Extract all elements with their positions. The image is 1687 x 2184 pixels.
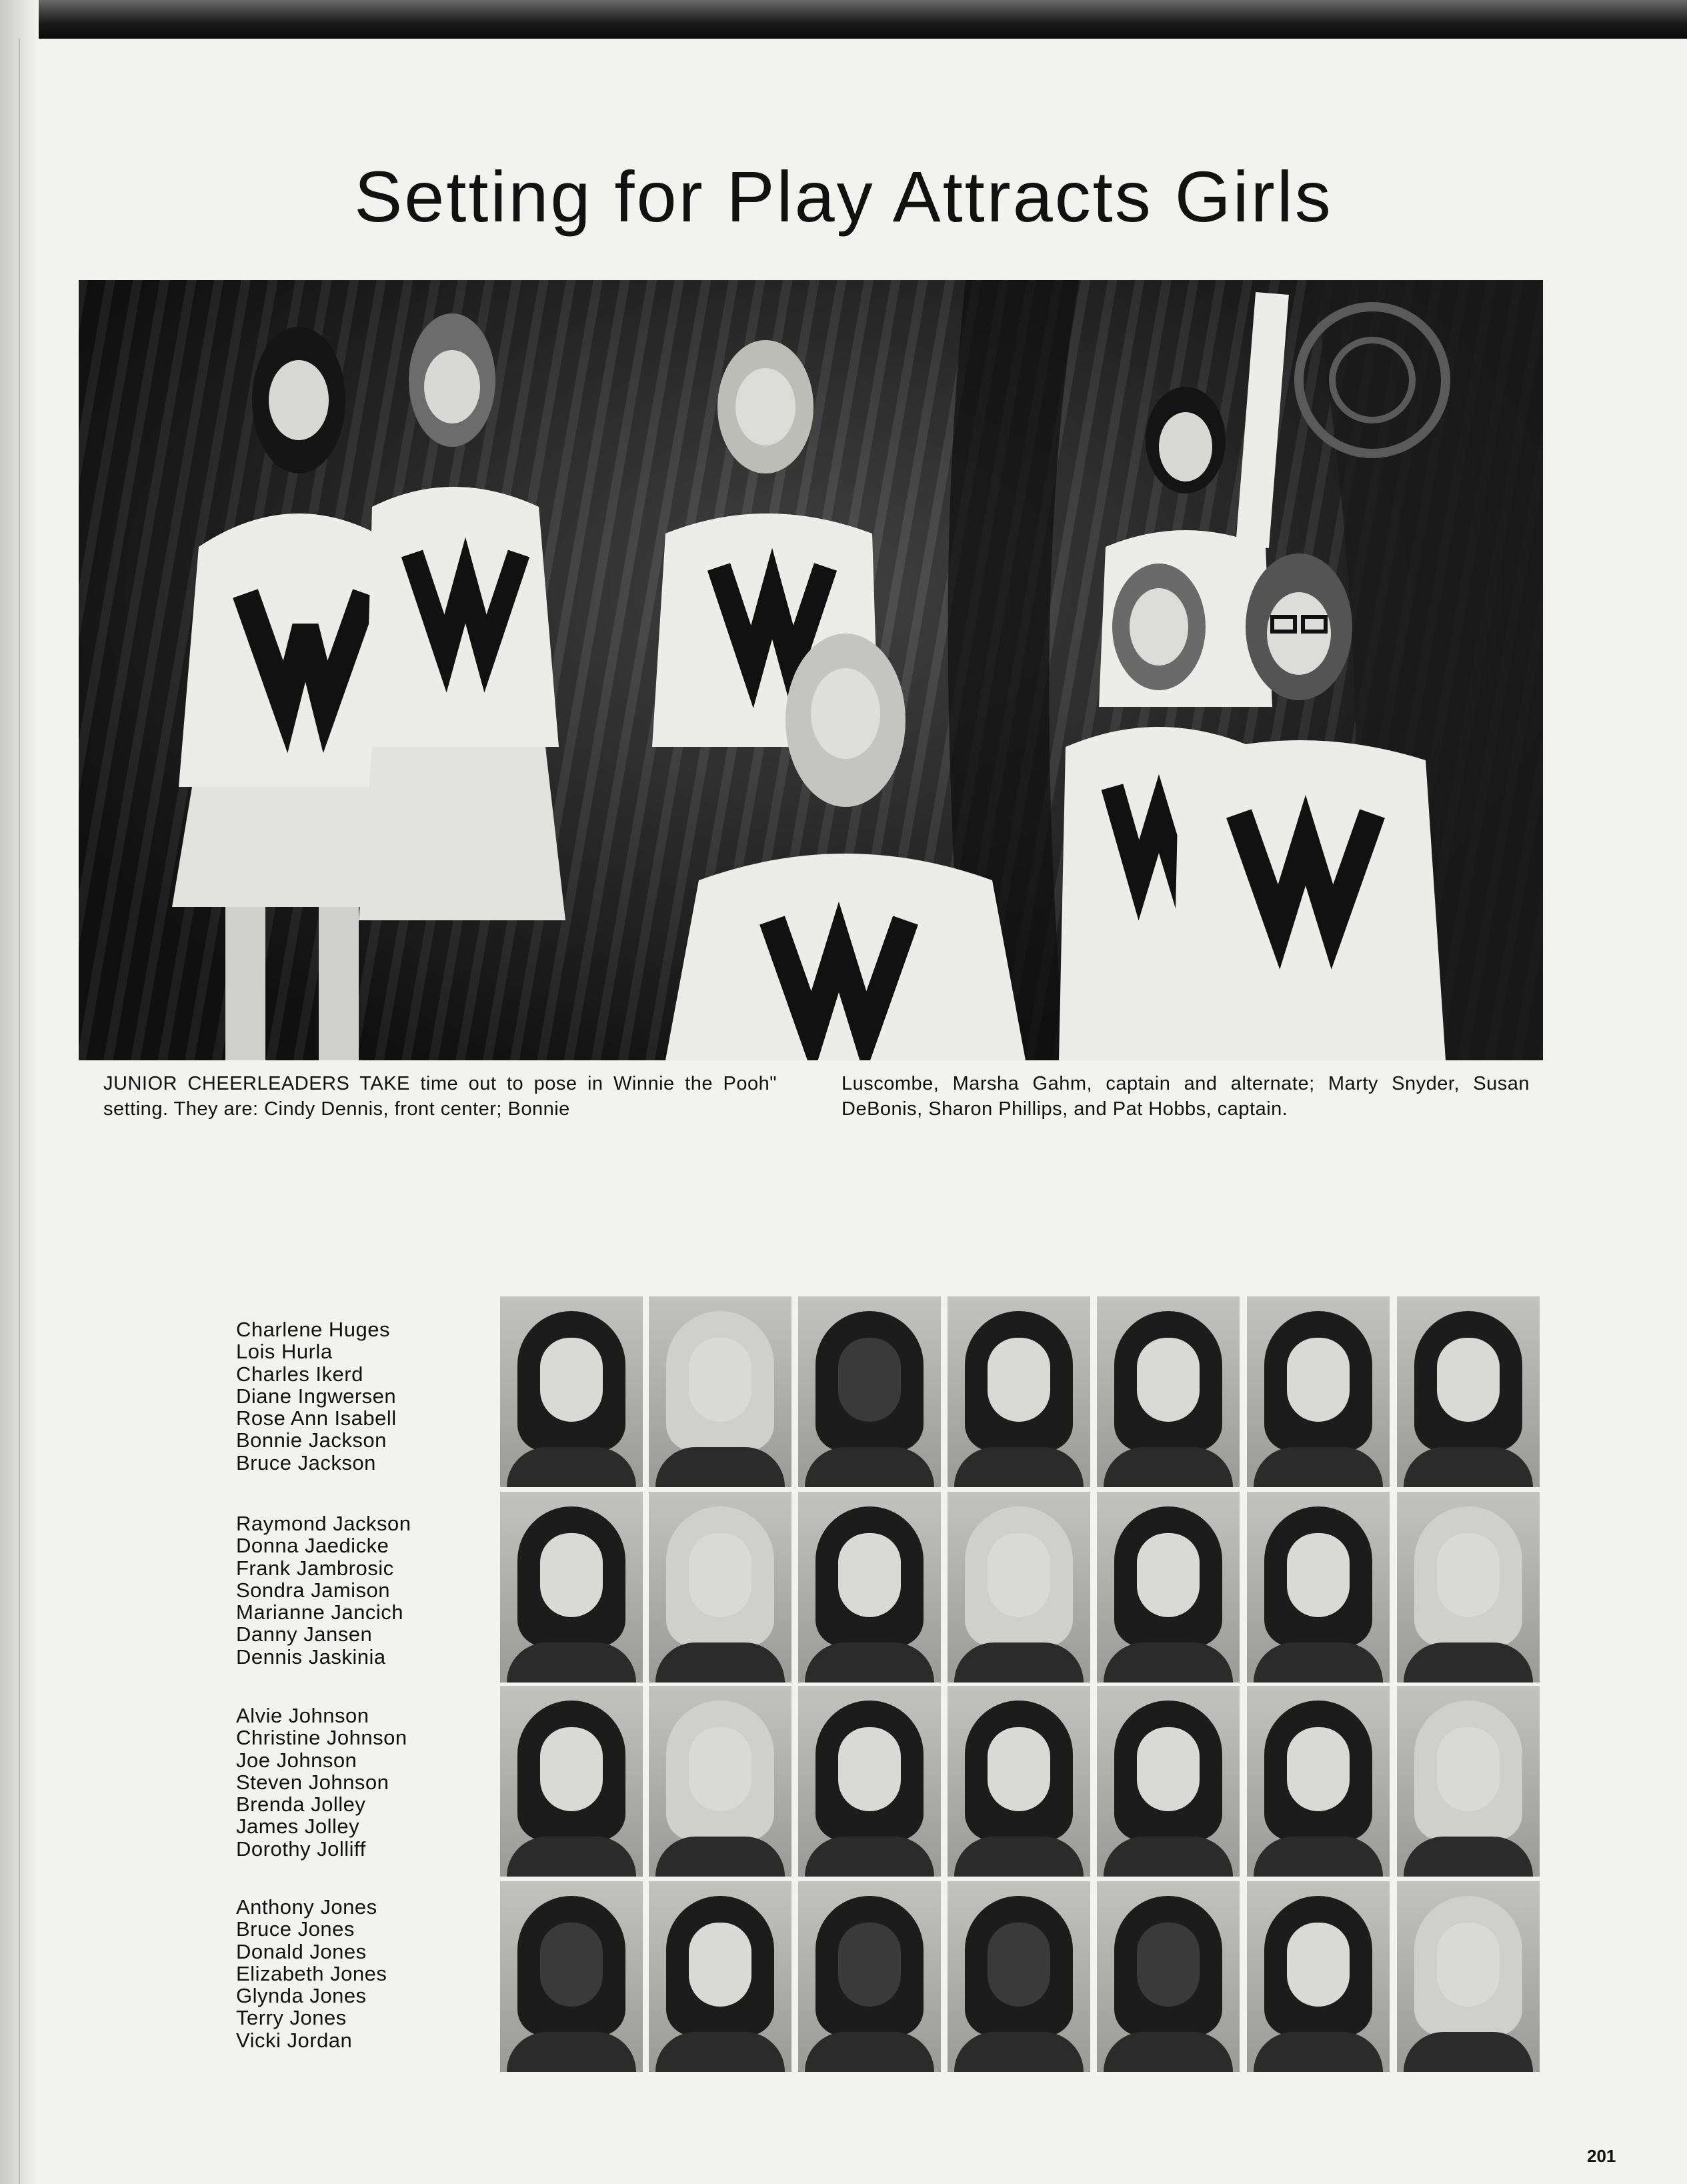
portrait-body <box>954 1447 1084 1487</box>
portrait-face <box>689 1923 751 2007</box>
student-name: Alvie Johnson <box>236 1704 369 1727</box>
portrait-body <box>954 2032 1084 2072</box>
spine-crease <box>19 39 20 2184</box>
portrait-face <box>988 1923 1050 2007</box>
portrait-body <box>507 2032 636 2072</box>
student-name: James Jolley <box>236 1815 360 1839</box>
student-portrait <box>1397 1492 1540 1683</box>
student-portrait <box>500 1881 643 2072</box>
student-portrait <box>649 1686 791 1877</box>
cheerleaders-illustration <box>79 280 1543 1060</box>
student-name: Dennis Jaskinia <box>236 1645 386 1669</box>
student-name: Brenda Jolley <box>236 1793 366 1817</box>
student-portrait <box>500 1492 643 1683</box>
student-name: Raymond Jackson <box>236 1512 411 1535</box>
portrait-face <box>1137 1727 1200 1811</box>
student-name: Donna Jaedicke <box>236 1534 389 1558</box>
portrait-body <box>805 1837 934 1877</box>
roster-names-row-2 <box>236 1512 411 1668</box>
portrait-face <box>838 1533 901 1617</box>
portrait-face <box>1137 1533 1200 1617</box>
student-portrait <box>500 1686 643 1877</box>
portrait-body <box>507 1837 636 1877</box>
portrait-body <box>507 1447 636 1487</box>
portrait-body <box>655 1643 785 1683</box>
portrait-face <box>540 1533 603 1617</box>
student-portrait <box>1397 1296 1540 1487</box>
portrait-face <box>1287 1338 1350 1422</box>
page-number: 201 <box>1587 2146 1616 2166</box>
portrait-face <box>838 1727 901 1811</box>
student-name: Charles Ikerd <box>236 1362 363 1386</box>
student-name: Glynda Jones <box>236 1984 367 2008</box>
portrait-body <box>1104 1447 1233 1487</box>
portrait-body <box>805 1643 934 1683</box>
portrait-face <box>540 1338 603 1422</box>
portrait-body <box>1404 2032 1533 2072</box>
portrait-body <box>805 1447 934 1487</box>
student-portrait <box>798 1686 941 1877</box>
student-name: Diane Ingwersen <box>236 1384 397 1408</box>
student-portrait <box>1247 1881 1390 2072</box>
portrait-face <box>1437 1533 1500 1617</box>
student-portrait <box>948 1686 1090 1877</box>
student-name: Christine Johnson <box>236 1726 407 1750</box>
student-name: Marianne Jancich <box>236 1600 403 1624</box>
portrait-face <box>838 1923 901 2007</box>
student-portrait <box>948 1492 1090 1683</box>
student-name: Vicki Jordan <box>236 2028 353 2052</box>
portrait-body <box>1404 1837 1533 1877</box>
book-spine-edge <box>0 0 39 2184</box>
portrait-face <box>689 1727 751 1811</box>
portrait-body <box>954 1643 1084 1683</box>
student-portrait <box>1397 1686 1540 1877</box>
student-portrait <box>1247 1296 1390 1487</box>
portrait-body <box>1104 2032 1233 2072</box>
portrait-body <box>655 2032 785 2072</box>
portrait-face <box>1137 1338 1200 1422</box>
portrait-body <box>1404 1643 1533 1683</box>
portrait-body <box>655 1447 785 1487</box>
scan-top-edge <box>0 0 1687 39</box>
portrait-body <box>655 1837 785 1877</box>
student-name: Frank Jambrosic <box>236 1556 394 1580</box>
portrait-face <box>988 1727 1050 1811</box>
portrait-body <box>954 1837 1084 1877</box>
student-portrait <box>798 1881 941 2072</box>
portrait-face <box>1437 1727 1500 1811</box>
student-portrait <box>1097 1881 1240 2072</box>
portrait-face <box>988 1338 1050 1422</box>
portrait-body <box>805 2032 934 2072</box>
portrait-face <box>540 1727 603 1811</box>
portrait-face <box>1287 1533 1350 1617</box>
student-portrait <box>798 1492 941 1683</box>
roster-names-row-4 <box>236 1896 387 2051</box>
roster-names-row-3 <box>236 1705 407 1860</box>
student-name: Donald Jones <box>236 1939 367 1963</box>
page-title: Setting for Play Attracts Girls <box>354 156 1333 237</box>
portrait-body <box>507 1643 636 1683</box>
student-name: Danny Jansen <box>236 1622 373 1647</box>
portrait-face <box>540 1923 603 2007</box>
roster-names-row-1 <box>236 1318 397 1474</box>
student-portrait <box>798 1296 941 1487</box>
portrait-face <box>838 1338 901 1422</box>
photo-caption-left: JUNIOR CHEERLEADERS TAKE time out to pose in Winnie the Pooh" setting. They are: Cindy Dennis, front center; Bonnie <box>103 1073 777 1120</box>
student-name: Anthony Jones <box>236 1895 377 1919</box>
portrait-face <box>689 1533 751 1617</box>
portrait-body <box>1254 1643 1383 1683</box>
student-name: Dorothy Jolliff <box>236 1837 366 1861</box>
portrait-body <box>1254 1447 1383 1487</box>
student-portrait <box>649 1881 791 2072</box>
portrait-face <box>1437 1923 1500 2007</box>
portrait-body <box>1404 1447 1533 1487</box>
student-portrait <box>1097 1686 1240 1877</box>
student-portrait <box>1097 1492 1240 1683</box>
portrait-face <box>1137 1923 1200 2007</box>
portrait-body <box>1104 1643 1233 1683</box>
student-name: Bruce Jackson <box>236 1450 376 1474</box>
student-portrait <box>1097 1296 1240 1487</box>
student-name: Sondra Jamison <box>236 1578 391 1602</box>
student-name: Terry Jones <box>236 2006 347 2030</box>
portrait-body <box>1254 1837 1383 1877</box>
portrait-face <box>988 1533 1050 1617</box>
student-portrait <box>948 1881 1090 2072</box>
student-portrait <box>1397 1881 1540 2072</box>
student-name: Steven Johnson <box>236 1770 389 1794</box>
student-name: Joe Johnson <box>236 1748 357 1772</box>
student-name: Bruce Jones <box>236 1917 355 1941</box>
portrait-face <box>1287 1727 1350 1811</box>
student-portrait <box>1247 1686 1390 1877</box>
student-portrait <box>948 1296 1090 1487</box>
portrait-face <box>689 1338 751 1422</box>
portrait-body <box>1104 1837 1233 1877</box>
portrait-body <box>1254 2032 1383 2072</box>
cheerleaders-photo <box>79 280 1543 1060</box>
student-portrait <box>649 1296 791 1487</box>
photo-caption-right: Luscombe, Marsha Gahm, captain and alternate; Marty Snyder, Susan DeBonis, Sharon Phillips, and Pat Hobbs, captain. <box>841 1073 1530 1120</box>
student-name: Lois Hurla <box>236 1340 333 1364</box>
student-name: Rose Ann Isabell <box>236 1406 397 1430</box>
student-name: Elizabeth Jones <box>236 1961 387 1985</box>
portrait-face <box>1437 1338 1500 1422</box>
portrait-face <box>1287 1923 1350 2007</box>
student-name: Charlene Huges <box>236 1318 391 1341</box>
student-portrait <box>649 1492 791 1683</box>
student-portrait <box>1247 1492 1390 1683</box>
student-portrait <box>500 1296 643 1487</box>
student-name: Bonnie Jackson <box>236 1428 387 1452</box>
